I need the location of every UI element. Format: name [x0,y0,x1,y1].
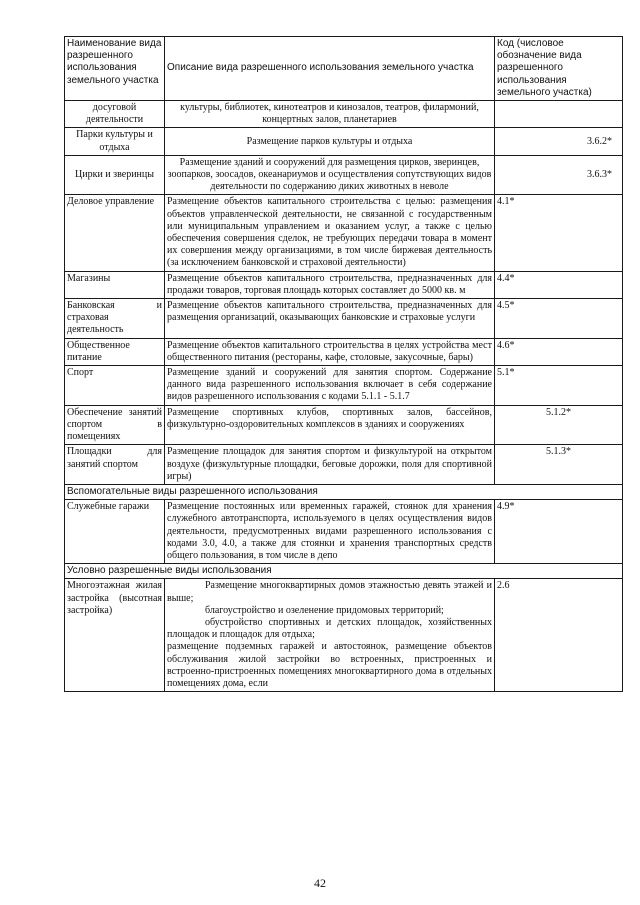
land-use-table [64,36,623,692]
row-name: Многоэтажная жилая застройка (высотная застройка) [65,579,165,692]
row-description: Размещение объектов капитального строительства, предназначенных для продажи товаров, торговая площадь которых составляет до 5000 кв. м [165,271,495,298]
row-description: Размещение спортивных клубов, спортивных залов, бассейнов, физкультурно-оздоровительных комплексов в зданиях и сооружениях [165,405,495,445]
row-description: Размещение зданий и сооружений для занятия спортом. Содержание данного вида разрешенного использования включает в себя содержание видов разрешенного использования с кодами 5.1.1 - 5.1.7 [165,366,495,406]
row-code: 3.6.3* [495,155,623,195]
table-row [65,195,623,271]
row-code: 4.9* [495,500,623,564]
table-header-row [65,37,623,101]
row-name: Цирки и зверинцы [65,155,165,195]
row-description: Размещение объектов капитального строительства в целях устройства мест общественного питания (рестораны, кафе, столовые, закусочные, бары) [165,338,495,365]
row-code: 4.1* [495,195,623,271]
header-name: Наименование вида разрешенного использования земельного участка [65,37,165,101]
row-code: 4.4* [495,271,623,298]
table-row [65,579,623,692]
row-description [165,579,495,692]
table-row [65,366,623,406]
row-code: 3.6.2* [495,128,623,155]
row-name: Деловое управление [65,195,165,271]
page-number: 42 [314,876,326,890]
row-name: Обеспечение занятий спортом в помещениях [65,405,165,445]
section-heading-auxiliary: Вспомогательные виды разрешенного использования [65,484,623,499]
row-description: Размещение зданий и сооружений для размещения цирков, зверинцев, зоопарков, зоосадов, океанариумов и осуществления сопутствующих видов деятельности по содержанию диких животных в неволе [165,155,495,195]
row-code: 5.1* [495,366,623,406]
table-row [65,155,623,195]
table-row [65,445,623,485]
row-code: 4.6* [495,338,623,365]
row-code: 5.1.3* [495,445,623,485]
row-description: Размещение объектов капитального строительства с целью: размещения объектов управленческой деятельности, не связанной с государственным или муниципальным управлением и оказанием услуг, а также с целью обеспечения совершения сделок, не требующих передачи товара в момент их совершения между организациями, в том числе биржевая деятельность (за исключением банковской и страховой деятельности) [165,195,495,271]
table-row [65,101,623,128]
section-heading-conditional: Условно разрешенные виды использования [65,564,623,579]
row-name: Общественное питание [65,338,165,365]
table-row [65,500,623,564]
table-row [65,128,623,155]
section-heading-row [65,484,623,499]
description-paragraph: размещение подземных гаражей и автостоянок, размещение объектов обслуживания жилой застройки во встроенных, пристроенных и встроенно-пристроенных помещениях многоквартирного дома в отдельных помещениях дома, если [167,641,492,689]
row-description: культуры, библиотек, кинотеатров и кинозалов, театров, филармоний, концертных залов, планетариев [165,101,495,128]
table-row [65,299,623,339]
table-row [65,338,623,365]
header-code: Код (числовое обозначение вида разрешенного использования земельного участка) [495,37,623,101]
row-name: Площадки для занятий спортом [65,445,165,485]
row-code: 2.6 [495,579,623,692]
row-code: 5.1.2* [495,405,623,445]
row-name: Спорт [65,366,165,406]
row-code [495,101,623,128]
row-description: Размещение постоянных или временных гаражей, стоянок для хранения служебного автотранспорта, используемого в целях осуществления видов деятельности, предусмотренных видами разрешенного использования с кодами 3.0, 4.0, а также для стоянки и хранения транспортных средств общего пользования, в том числе в депо [165,500,495,564]
description-paragraph: Размещение многоквартирных домов этажностью девять этажей и выше; [167,580,492,604]
row-name: Магазины [65,271,165,298]
row-name: Банковская и страховая деятельность [65,299,165,339]
header-description: Описание вида разрешенного использования земельного участка [165,37,495,101]
row-description: Размещение площадок для занятия спортом и физкультурой на открытом воздухе (физкультурные площадки, беговые дорожки, поля для спортивной игры) [165,445,495,485]
section-heading-row [65,564,623,579]
table-row [65,405,623,445]
row-name: досуговой деятельности [65,101,165,128]
row-code: 4.5* [495,299,623,339]
row-description: Размещение объектов капитального строительства, предназначенных для размещения организаций, оказывающих банковские и страховые услуги [165,299,495,339]
row-name: Служебные гаражи [65,500,165,564]
row-name: Парки культуры и отдыха [65,128,165,155]
table-row [65,271,623,298]
row-description: Размещение парков культуры и отдыха [165,128,495,155]
description-paragraph: обустройство спортивных и детских площадок, хозяйственных площадок и площадок для отдыха; [167,616,492,641]
description-paragraph: благоустройство и озеленение придомовых территорий; [205,604,444,616]
